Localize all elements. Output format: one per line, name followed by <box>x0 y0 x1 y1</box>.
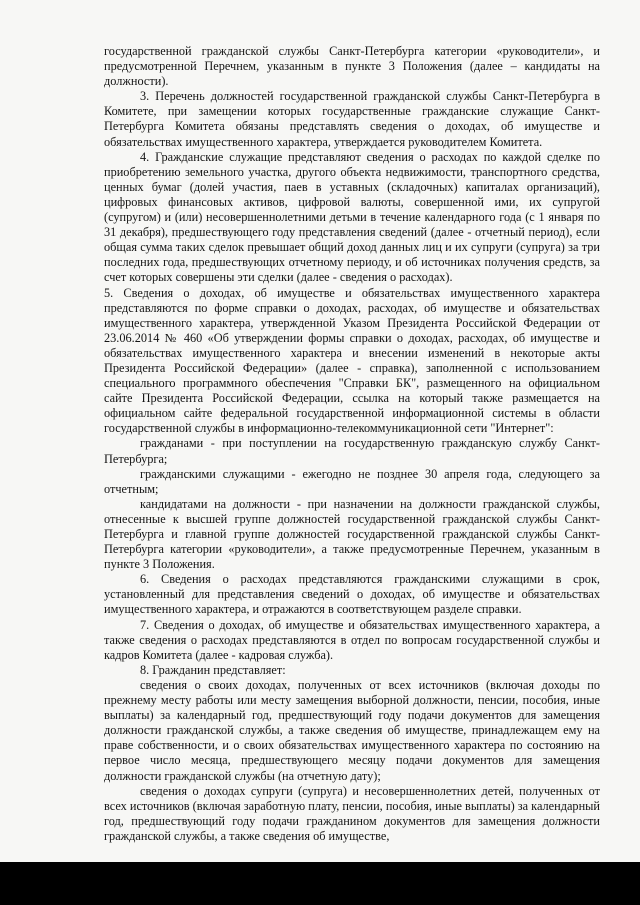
paragraph-6: 6. Сведения о расходах представляются гражданскими служащими в срок, установленный для представления сведений о доходах, об имуществе и обязательствах имущественного характера, и отражаются в соответствующем разделе справки. <box>104 572 600 617</box>
paragraph-5-candidates: кандидатами на должности - при назначении на должности гражданской службы, отнесенные к высшей группе должностей государственной гражданской службы Санкт-Петербурга и главной группе должностей государственной гражданской службы Санкт-Петербурга категории «руководители», а также предусмотренные Перечнем, указанным в пункте 3 Положения. <box>104 496 600 572</box>
paragraph-5-civil-servants: гражданскими служащими - ежегодно не позднее 30 апреля года, следующего за отчетным; <box>104 466 600 496</box>
paragraph-4: 4. Гражданские служащие представляют сведения о расходах по каждой сделке по приобретению земельного участка, другого объекта недвижимости, транспортного средства, ценных бумаг (долей участия, паев в уставных (складочных) капиталах организаций), цифровых финансовых активов, цифровой валюты, совершенной ими, их супругой (супругом) и (или) несовершеннолетними детьми в течение календарного года (с 1 января по 31 декабря), предшествующего году представления сведений (далее - отчетный период), если общая сумма таких сделок превышает общий доход данных лиц и их супруги (супруга) за три последних года, предшествующих отчетному периоду, и об источниках получения средств, за счет которых совершены эти сделки (далее - сведения о расходах). <box>104 149 600 285</box>
paragraph-5-citizens: гражданами - при поступлении на государственную гражданскую службу Санкт-Петербурга; <box>104 436 600 466</box>
paragraph-continuation: государственной гражданской службы Санкт-Петербурга категории «руководители», и предусмотренной Перечнем, указанным в пункте 3 Положения (далее – кандидаты на должности). <box>104 44 600 89</box>
paragraph-5: 5. Сведения о доходах, об имуществе и обязательствах имущественного характера представляются по форме справки о доходах, расходах, об имуществе и обязательствах имущественного характера, утвержденной Указом Президента Российской Федерации от 23.06.2014 № 460 «Об утверждении формы справки о доходах, расходах, об имуществе и обязательствах имущественного характера и внесении изменений в некоторые акты Президента Российской Федерации» (далее - справка), заполненной с использованием специального программного обеспечения "Справки БК", размещенного на официальном сайте Президента Российской Федерации, ссылка на который также размещается на официальном сайте федеральной государственной информационной системы в области государственной службы в информационно-телекоммуникационной сети "Интернет": <box>104 285 600 436</box>
paragraph-8-own-income: сведения о своих доходах, полученных от всех источников (включая доходы по прежнему месту работы или месту замещения выборной должности, пенсии, пособия, иные выплаты) за календарный год, предшествующий году подачи документов для замещения должности гражданской службы, а также сведения об имуществе, принадлежащем ему на праве собственности, и о своих обязательствах имущественного характера по состоянию на первое число месяца, предшествующего месяцу подачи документов для замещения должности гражданской службы (на отчетную дату); <box>104 677 600 783</box>
paragraph-7: 7. Сведения о доходах, об имуществе и обязательствах имущественного характера, а также сведения о расходах представляются в отдел по вопросам государственной службы и кадров Комитета (далее - кадровая служба). <box>104 617 600 662</box>
paragraph-3: 3. Перечень должностей государственной гражданской службы Санкт-Петербурга в Комитете, при замещении которых государственные гражданские служащие Санкт-Петербурга Комитета обязаны представлять сведения о доходах, об имуществе и обязательствах имущественного характера, утверждается руководителем Комитета. <box>104 89 600 149</box>
scan-border <box>0 862 640 905</box>
document-body <box>104 44 600 844</box>
paragraph-8: 8. Гражданин представляет: <box>140 662 286 677</box>
paragraph-8-family-income: сведения о доходах супруги (супруга) и несовершеннолетних детей, полученных от всех источников (включая заработную плату, пенсии, пособия, иные выплаты) за календарный год, предшествующий году подачи гражданином документов для замещения должности гражданской службы, а также сведения об имуществе, <box>104 783 600 843</box>
